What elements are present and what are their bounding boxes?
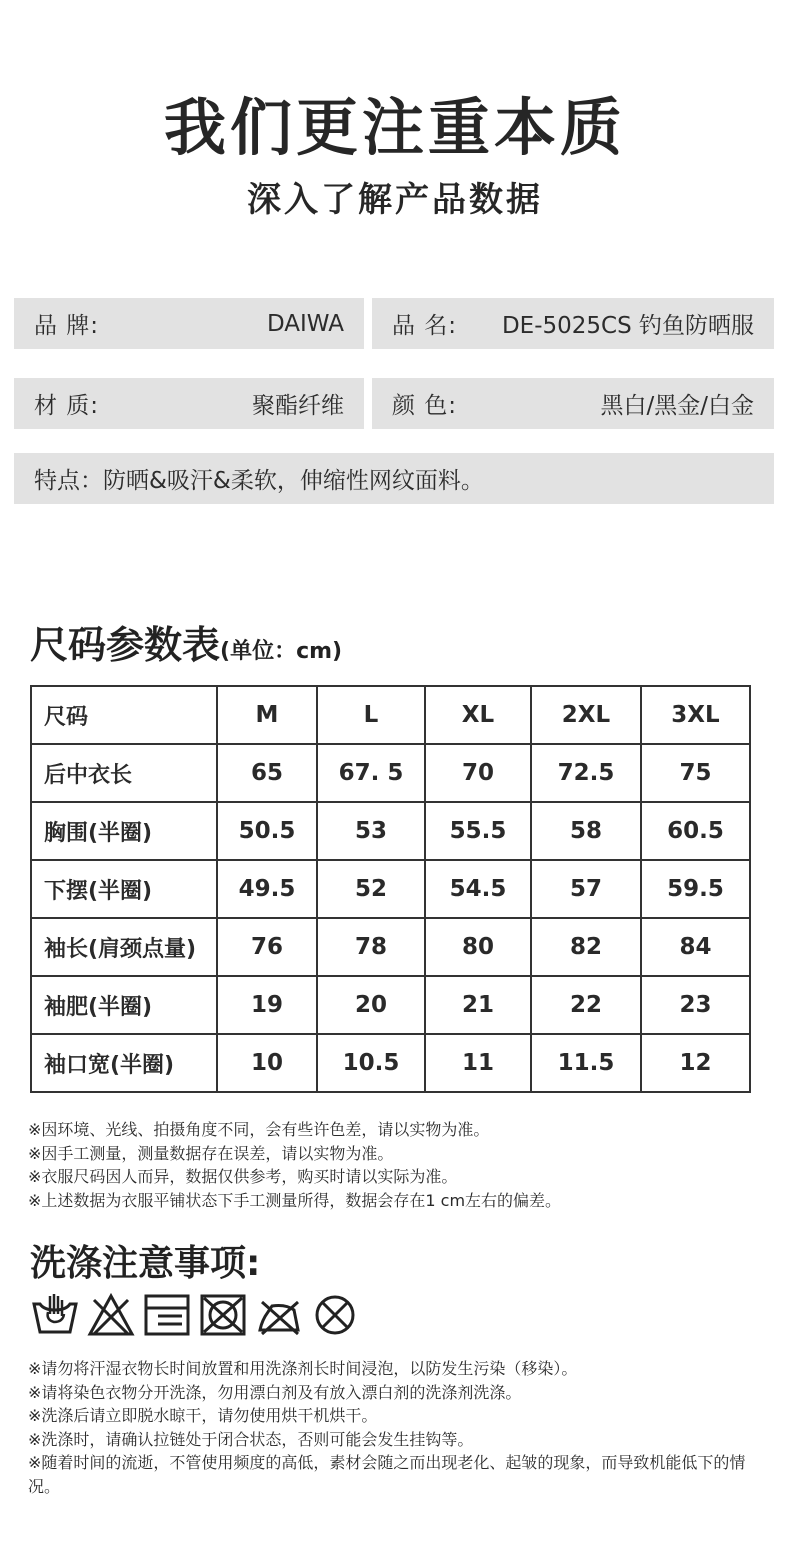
table-header-cell: 2XL	[531, 686, 641, 744]
table-cell: 23	[641, 976, 750, 1034]
page-subtitle: 深入了解产品数据	[247, 180, 543, 220]
row-label-cell: 袖肥(半圈)	[31, 976, 217, 1034]
size-table-body	[31, 686, 750, 1092]
no-bleach-icon	[86, 1290, 136, 1340]
table-row	[31, 860, 750, 918]
color-box	[372, 378, 774, 429]
product-name-value: DE-5025CS 钓鱼防晒服	[501, 313, 754, 339]
table-cell: 11	[425, 1034, 531, 1092]
care-note-item: ※请勿将汗湿衣物长时间放置和用洗涤剂长时间浸泡，以防发生污染（移染）。	[28, 1359, 578, 1378]
table-cell: 54.5	[425, 860, 531, 918]
care-note-item: ※洗涤时，请确认拉链处于闭合状态，否则可能会发生挂钩等。	[28, 1429, 474, 1449]
care-note-item: ※请将染色衣物分开洗涤，勿用漂白剂及有放入漂白剂的洗涤剂洗涤。	[28, 1382, 522, 1402]
care-note-item: ※随着时间的流逝，不管使用频度的高低，素材会随之而出现老化、起皱的现象，而导致机能低下的情况。	[28, 1453, 746, 1496]
no-dry-clean-icon	[310, 1290, 360, 1340]
table-cell: 78	[317, 918, 425, 976]
brand-label: 品 牌:	[34, 313, 100, 339]
table-cell: 19	[217, 976, 317, 1034]
table-header-cell: L	[317, 686, 425, 744]
table-header-cell: 尺码	[31, 686, 217, 744]
table-cell: 65	[217, 744, 317, 802]
table-cell: 21	[425, 976, 531, 1034]
table-cell: 49.5	[217, 860, 317, 918]
table-cell: 80	[425, 918, 531, 976]
size-table	[30, 685, 751, 1093]
row-label-cell: 胸围(半圈)	[31, 802, 217, 860]
table-row	[31, 976, 750, 1034]
table-row	[31, 744, 750, 802]
table-cell: 53	[317, 802, 425, 860]
size-note-item: ※因环境、光线、拍摄角度不同，会有些许色差，请以实物为准。	[28, 1120, 490, 1139]
row-label-cell: 袖长(肩颈点量)	[31, 918, 217, 976]
row-label-cell: 下摆(半圈)	[31, 860, 217, 918]
care-notes	[28, 1357, 753, 1498]
size-title-text: 尺码参数表	[30, 623, 221, 667]
material-value: 聚酯纤维	[252, 393, 344, 419]
size-unit-text: (单位：cm)	[220, 639, 343, 664]
size-note-item: ※上述数据为衣服平铺状态下手工测量所得，数据会存在1 cm左右的偏差。	[28, 1190, 562, 1210]
table-cell: 70	[425, 744, 531, 802]
feature-text: 特点：防晒&吸汗&柔软，伸缩性网纹面料。	[34, 468, 484, 494]
size-note-item: ※因手工测量，测量数据存在误差，请以实物为准。	[28, 1143, 394, 1163]
table-cell: 20	[317, 976, 425, 1034]
table-row	[31, 918, 750, 976]
no-iron-icon	[254, 1290, 304, 1340]
table-cell: 72.5	[531, 744, 641, 802]
table-cell: 52	[317, 860, 425, 918]
table-cell: 10.5	[317, 1034, 425, 1092]
product-name-box	[372, 298, 774, 349]
brand-box	[14, 298, 364, 349]
care-icons-row	[30, 1290, 360, 1340]
table-cell: 59.5	[641, 860, 750, 918]
table-cell: 76	[217, 918, 317, 976]
page-title: 我们更注重本质	[163, 91, 626, 164]
color-label: 颜 色:	[392, 393, 458, 419]
table-cell: 55.5	[425, 802, 531, 860]
material-label: 材 质:	[34, 393, 100, 419]
size-note-item: ※衣服尺码因人而异，数据仅供参考，购买时请以实际为准。	[28, 1167, 458, 1186]
care-note-item: ※洗涤后请立即脱水晾干，请勿使用烘干机烘干。	[28, 1406, 378, 1425]
care-section-title: 洗涤注意事项:	[30, 1243, 261, 1284]
size-section-title	[30, 614, 342, 669]
row-label-cell: 后中衣长	[31, 744, 217, 802]
table-row	[31, 802, 750, 860]
table-cell: 12	[641, 1034, 750, 1092]
table-cell: 67. 5	[317, 744, 425, 802]
color-value: 黑白/黑金/白金	[600, 393, 754, 419]
row-label-cell: 袖口宽(半圈)	[31, 1034, 217, 1092]
no-tumble-dry-icon	[198, 1290, 248, 1340]
table-header-cell: 3XL	[641, 686, 750, 744]
table-row	[31, 1034, 750, 1092]
size-notes	[28, 1118, 561, 1212]
hang-dry-icon	[142, 1290, 192, 1340]
table-cell: 82	[531, 918, 641, 976]
brand-value: DAIWA	[266, 310, 344, 337]
table-cell: 22	[531, 976, 641, 1034]
table-cell: 58	[531, 802, 641, 860]
table-cell: 57	[531, 860, 641, 918]
table-cell: 10	[217, 1034, 317, 1092]
table-cell: 84	[641, 918, 750, 976]
product-name-label: 品 名:	[392, 313, 458, 339]
table-cell: 11.5	[531, 1034, 641, 1092]
table-cell: 75	[641, 744, 750, 802]
material-box	[14, 378, 364, 429]
table-header-cell: XL	[425, 686, 531, 744]
table-header-cell: M	[217, 686, 317, 744]
hand-wash-icon	[30, 1290, 80, 1340]
table-cell: 50.5	[217, 802, 317, 860]
table-cell: 60.5	[641, 802, 750, 860]
feature-box	[14, 453, 774, 504]
table-header-row	[31, 686, 750, 744]
